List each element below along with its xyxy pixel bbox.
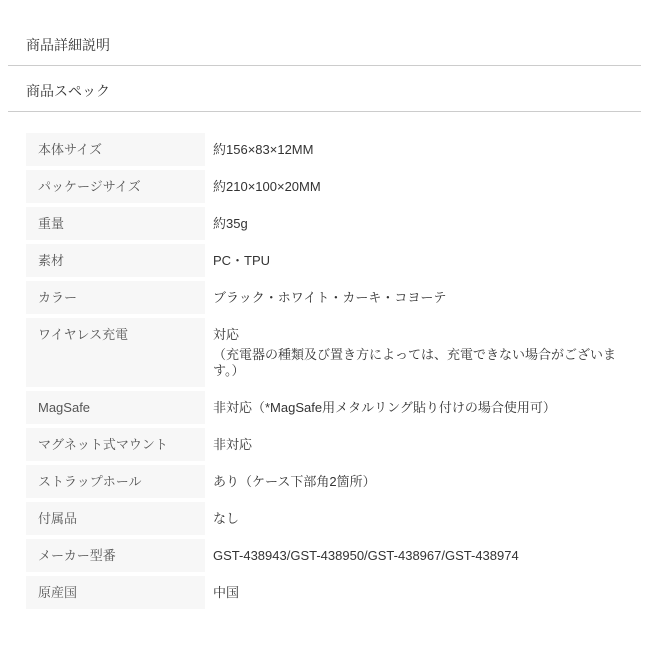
spec-value: GST-438943/GST-438950/GST-438967/GST-438974	[213, 548, 519, 563]
spec-label: 重量	[26, 207, 205, 240]
spec-row-color	[26, 281, 624, 314]
spec-row-country-of-origin	[26, 576, 624, 609]
spec-row-strap-hole	[26, 465, 624, 498]
spec-value: 非対応（*MagSafe用メタルリング貼り付けの場合使用可）	[213, 400, 556, 415]
section-title-product-detail: 商品詳細説明	[26, 37, 110, 53]
spec-value: PC・TPU	[213, 253, 271, 268]
spec-label: 付属品	[26, 502, 205, 535]
spec-value: ブラック・ホワイト・カーキ・コヨーテ	[213, 290, 447, 305]
spec-label: カラー	[26, 281, 205, 314]
spec-value: 約35g	[213, 216, 248, 231]
spec-label: 素材	[26, 244, 205, 277]
spec-label: メーカー型番	[26, 539, 205, 572]
spec-label: 本体サイズ	[26, 133, 205, 166]
spec-row-body-size	[26, 133, 624, 166]
spec-value: 非対応	[213, 437, 253, 452]
spec-row-model-number	[26, 539, 624, 572]
spec-value: 対応	[213, 327, 240, 342]
spec-label: パッケージサイズ	[26, 170, 205, 203]
spec-value: 中国	[213, 585, 240, 600]
spec-label: MagSafe	[26, 391, 205, 424]
spec-label: マグネット式マウント	[26, 428, 205, 461]
spec-row-accessories	[26, 502, 624, 535]
spec-label: 原産国	[26, 576, 205, 609]
section-title-product-spec: 商品スペック	[26, 83, 110, 99]
spec-row-weight	[26, 207, 624, 240]
spec-label: ワイヤレス充電	[26, 318, 205, 387]
spec-table	[26, 133, 624, 609]
spec-label: ストラップホール	[26, 465, 205, 498]
spec-value: 約156×83×12MM	[213, 142, 314, 157]
section-divider	[8, 65, 641, 66]
section-divider	[8, 111, 641, 112]
spec-row-material	[26, 244, 624, 277]
spec-row-wireless-charging	[26, 318, 624, 387]
spec-value-note: （充電器の種類及び置き方によっては、充電できない場合がございます。）	[213, 347, 617, 378]
spec-row-magsafe	[26, 391, 624, 424]
spec-row-magnet-mount	[26, 428, 624, 461]
spec-row-package-size	[26, 170, 624, 203]
spec-value: 約210×100×20MM	[213, 179, 321, 194]
spec-value: なし	[213, 511, 240, 526]
spec-value: あり（ケース下部角2箇所）	[213, 474, 376, 489]
